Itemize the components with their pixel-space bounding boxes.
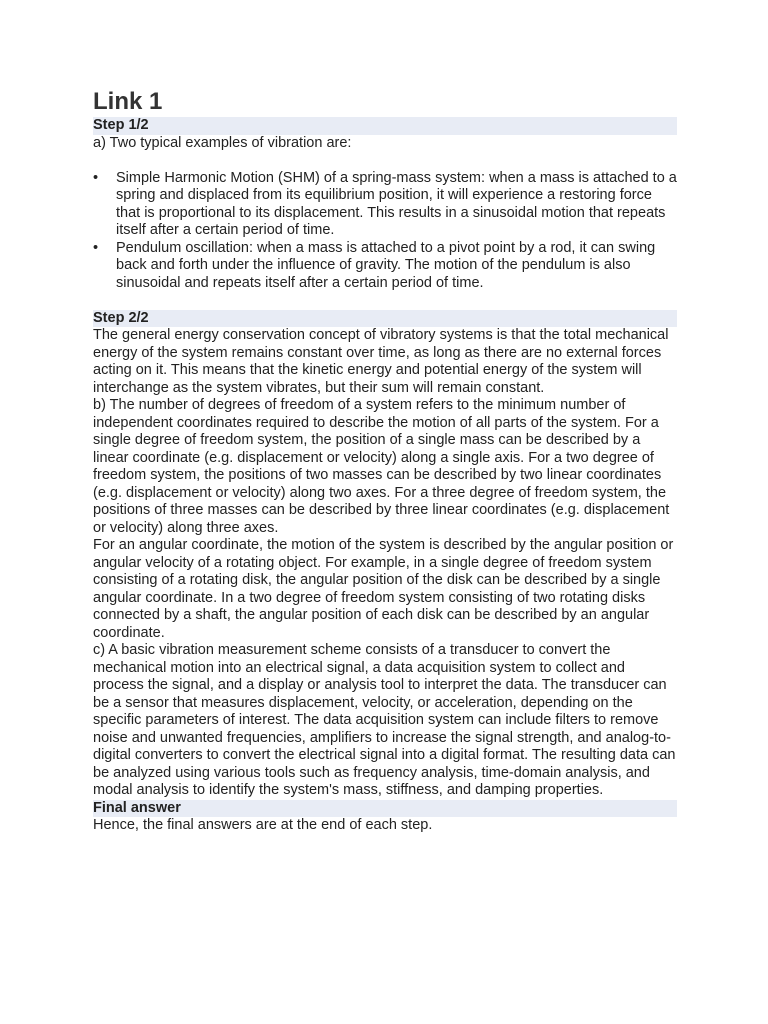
bullet-icon: •: [93, 169, 99, 186]
list-item-text: Pendulum oscillation: when a mass is attached to a pivot point by a rod, it can swing back and forth under the influence of gravity. The motion of the pendulum is also sinusoidal and repeats itself after a certain period of time.: [116, 239, 656, 291]
bullet-icon: •: [93, 239, 99, 256]
final-answer-header: Final answer: [93, 800, 677, 818]
step2-paragraph-measurement: c) A basic vibration measurement scheme consists of a transducer to convert the mechanical motion into an electrical signal, a data acquisition system to collect and process the signal, and a display or analysis tool to interpret the data. The transducer can be a sensor that measures displacement, velocity, or acceleration, depending on the specific parameters of interest. The data acquisition system can include filters to remove noise and unwanted frequencies, amplifiers to increase the signal strength, and analog-to-digital converters to convert the electrical signal into a digital format. The resulting data can be analyzed using various tools such as frequency analysis, time-domain analysis, and modal analysis to identify the system's mass, stiffness, and damping properties.: [93, 642, 676, 798]
list-item-text: Simple Harmonic Motion (SHM) of a spring-mass system: when a mass is attached to a spring and displaced from its equilibrium position, it will experience a restoring force that is proportional to its displacement. This results in a sinusoidal motion that repeats itself after a certain period of time.: [116, 169, 677, 238]
document-page: [93, 88, 677, 835]
list-item: [93, 240, 677, 293]
step2-paragraph-energy: The general energy conservation concept of vibratory systems is that the total mechanical energy of the system remains constant over time, as long as there are no external forces acting on it. This means that the kinetic energy and potential energy of the system will interchange as the system vibrates, but their sum will remain constant.: [93, 327, 669, 396]
step1-intro: a) Two typical examples of vibration are:: [93, 134, 352, 151]
step2-paragraph-angular: For an angular coordinate, the motion of the system is described by the angular position or angular velocity of a rotating object. For example, in a single degree of freedom system consisting of a rotating disk, the angular position of the disk can be described by a single angular coordinate. In a two degree of freedom system consisting of two rotating disks connected by a shaft, the angular position of each disk can be described by an angular coordinate.: [93, 537, 674, 641]
vibration-examples-list: [93, 170, 677, 293]
step1-header: Step 1/2: [93, 117, 677, 135]
page-title: Link 1: [93, 88, 163, 115]
list-item: [93, 170, 677, 240]
spacer: [93, 292, 677, 310]
step2-header: Step 2/2: [93, 310, 677, 328]
step2-paragraph-dof: b) The number of degrees of freedom of a system refers to the minimum number of independent coordinates required to describe the motion of all parts of the system. For a single degree of freedom system, the position of a single mass can be described by a linear coordinate (e.g. displacement or velocity) along a single axis. For a two degree of freedom system, the positions of two masses can be described by two linear coordinates (e.g. displacement or velocity) along two axes. For a three degree of freedom system, the positions of three masses can be described by three linear coordinates (e.g. displacement or velocity) along three axes.: [93, 397, 670, 536]
final-answer-text: Hence, the final answers are at the end of each step.: [93, 817, 433, 833]
